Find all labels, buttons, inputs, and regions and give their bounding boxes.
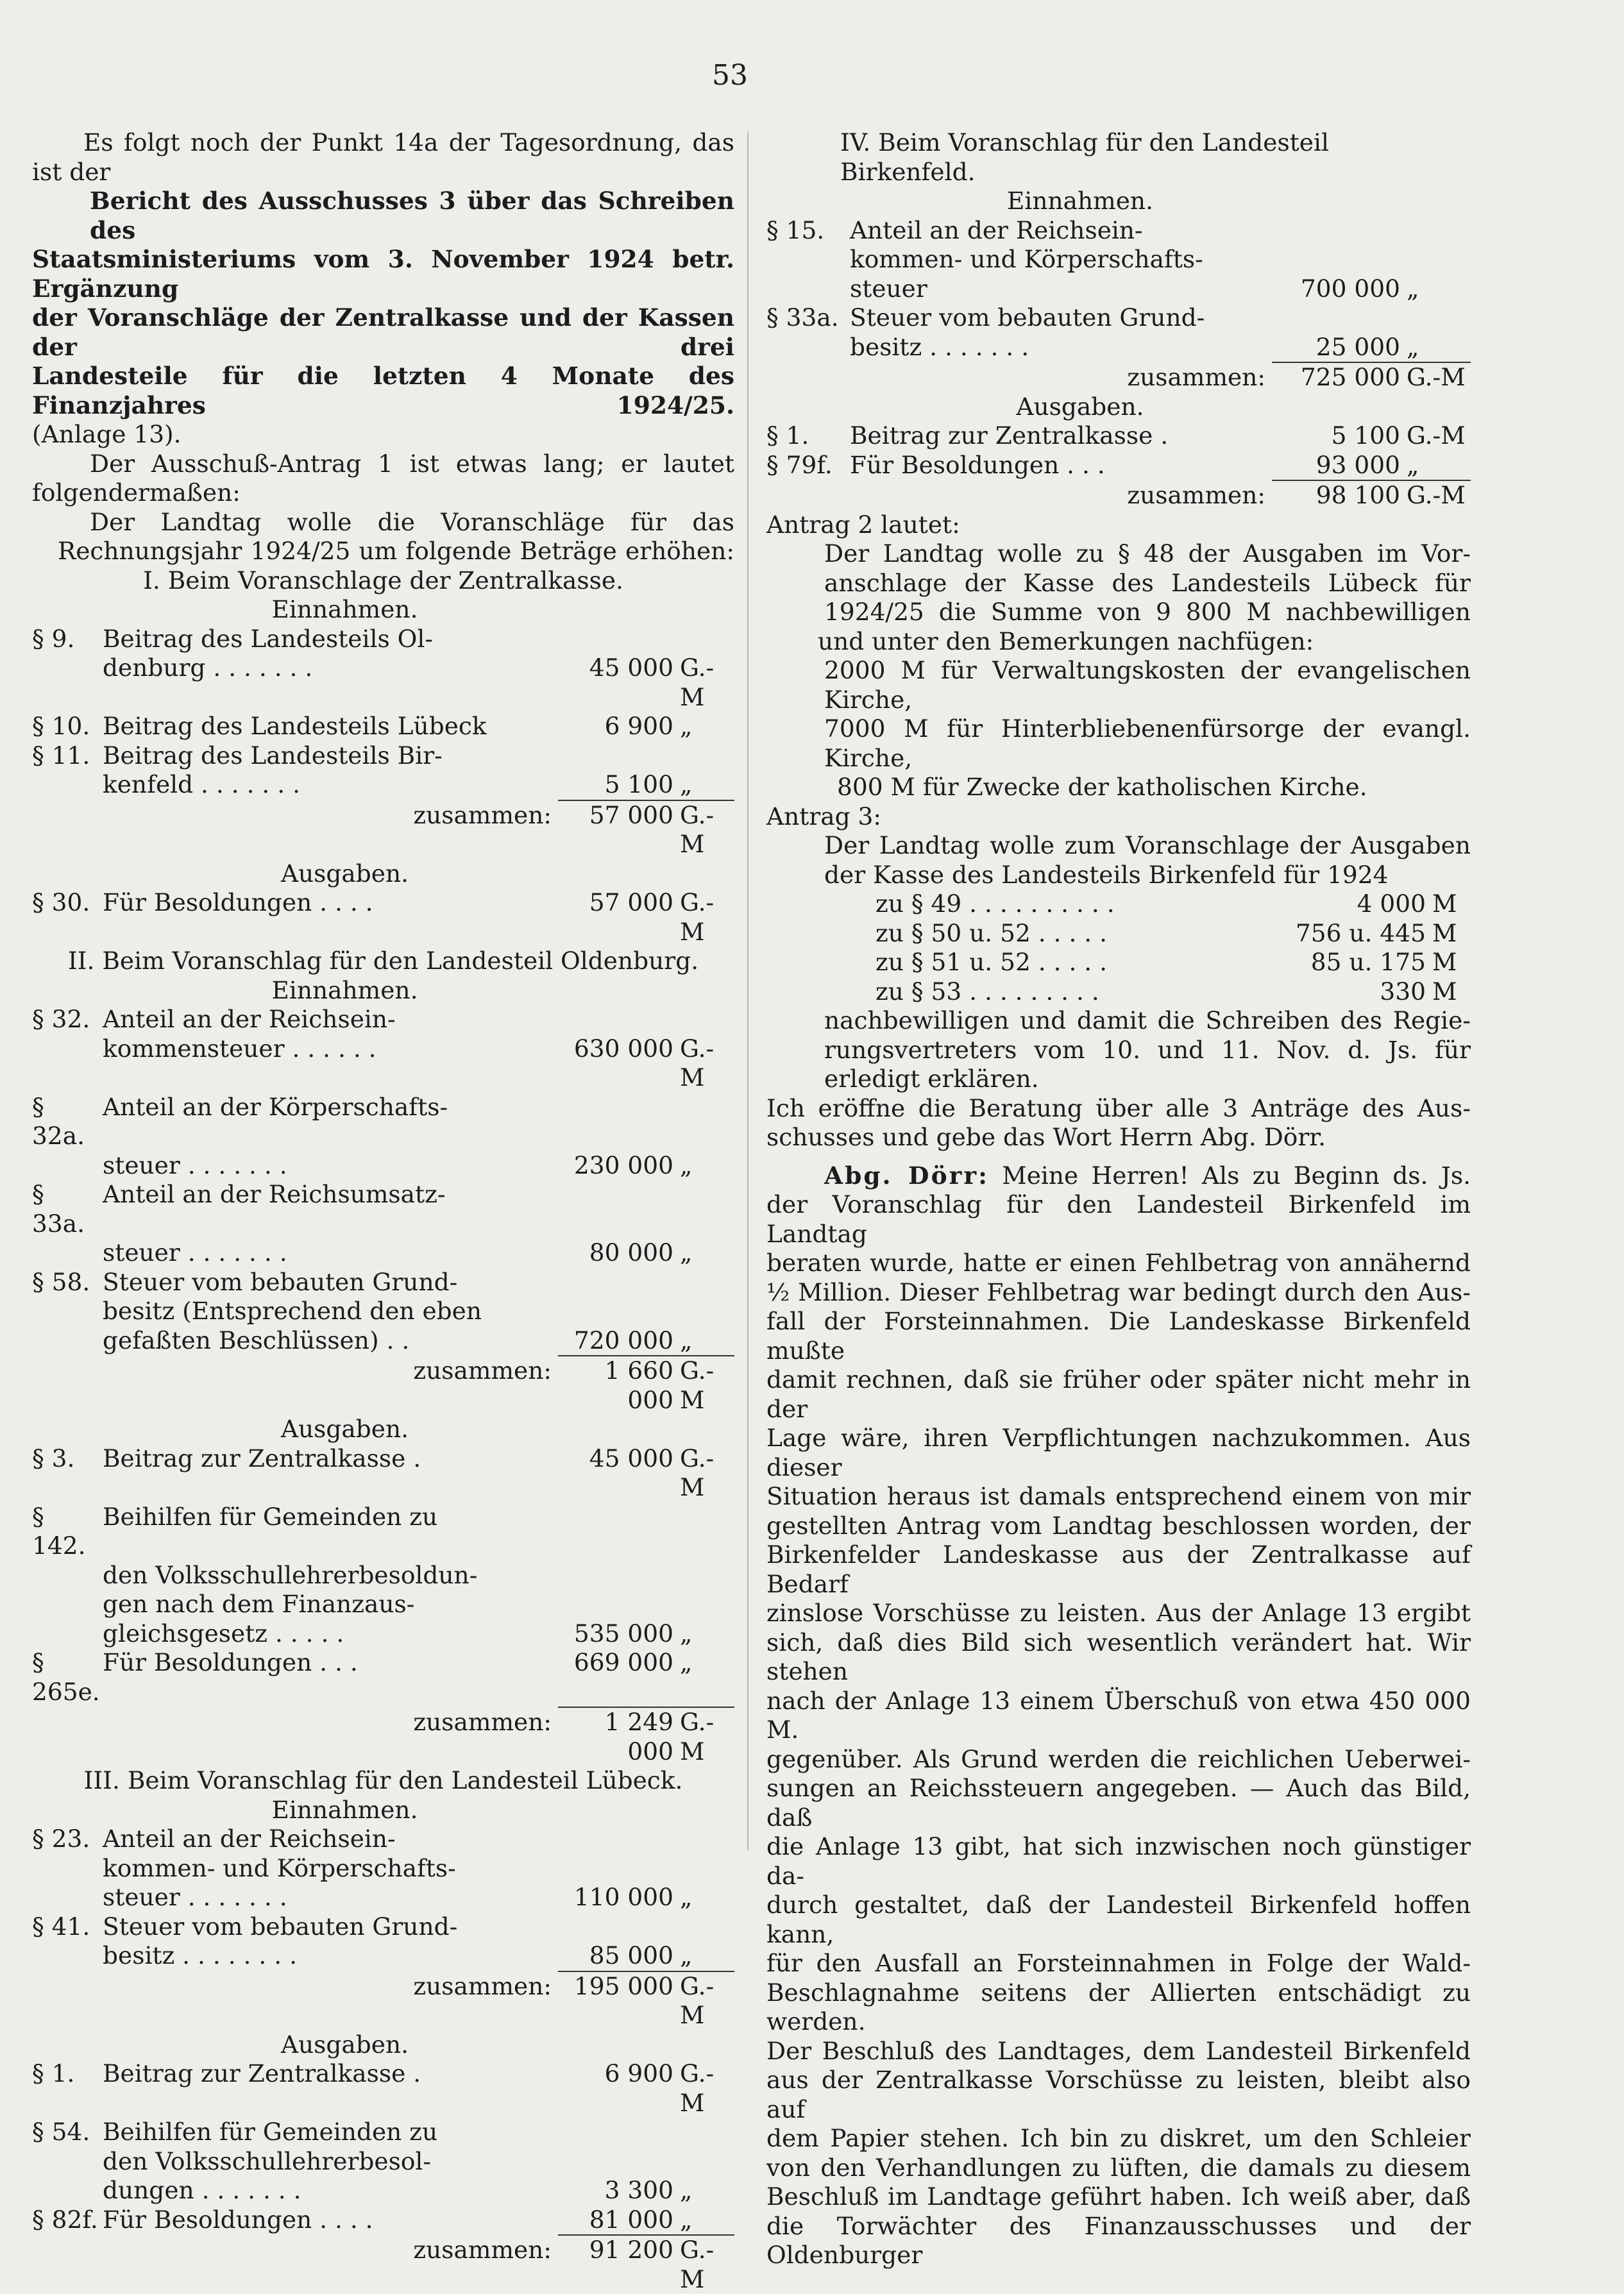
bericht-line: der Voranschläge der Zentralkasse und der Kassen der drei	[32, 303, 734, 361]
budget-row: gleichsgesetz . . . . . 535 000 „	[103, 1619, 693, 1648]
budget-row: kommen- und Körperschafts-	[850, 245, 1203, 273]
speech-line: durch gestaltet, daß der Landesteil Birkenfeld hoffen kann,	[766, 1891, 1471, 1948]
right-column	[766, 128, 1471, 2270]
budget-row: § 3. Beitrag zur Zentralkasse . 45 000 G.-M	[32, 1444, 715, 1501]
antrag-2-label: Antrag 2 lautet:	[766, 510, 960, 539]
speech-line: gegenüber. Als Grund werden die reichlichen Ueberwei-	[766, 1744, 1471, 1773]
budget-row: § 58. Steuer vom bebauten Grund-	[32, 1267, 458, 1296]
speech-line: sungen an Reichssteuern angegeben. — Auch das Bild, daß	[766, 1774, 1471, 1832]
speech-line: Birkenfelder Landeskasse aus der Zentralkasse auf Bedarf	[766, 1540, 1471, 1598]
ausgaben-heading: Ausgaben.	[280, 1415, 409, 1443]
bericht-line: Landesteile für die letzten 4 Monate des Finanzjahres 1924/25.	[32, 362, 734, 419]
budget-row: § 82f. Für Besoldungen . . . . 81 000 „	[32, 2205, 693, 2234]
einnahmen-heading: Einnahmen.	[1006, 187, 1153, 215]
speech-line: Beschlagnahme seitens der Allierten entschädigt zu werden.	[766, 1978, 1471, 2036]
total-row: zusammen: 195 000 G.-M	[32, 1971, 734, 2030]
budget-row: steuer 700 000 „	[850, 274, 1419, 303]
ausgaben-heading: Ausgaben.	[280, 2030, 409, 2059]
budget-row: besitz . . . . . . . 25 000 „	[850, 332, 1419, 361]
section-4-title: IV. Beim Voranschlag für den Landesteil Birkenfeld.	[840, 128, 1329, 186]
speech-line: beraten wurde, hatte er einen Fehlbetrag von annähernd	[766, 1249, 1471, 1277]
antrag-3-item: zu § 49 . . . . . . . . . . 4 000 M	[875, 890, 1457, 918]
budget-row: kommen- und Körperschafts-	[103, 1853, 456, 1882]
budget-row: § 15. Anteil an der Reichsein-	[766, 215, 1143, 244]
budget-row: den Volksschullehrerbesol-	[103, 2146, 432, 2175]
budget-row: § 142. Beihilfen für Gemeinden zu	[32, 1502, 438, 1560]
budget-row: steuer . . . . . . . 80 000 „	[103, 1238, 693, 1267]
antrag-2-item: 7000 M für Hinterbliebenenfürsorge der evangl. Kirche,	[824, 714, 1471, 772]
total-row: zusammen: 57 000 G.-M	[32, 800, 734, 859]
intro-line: ist der	[32, 157, 111, 186]
budget-row: gefaßten Beschlüssen) . . 720 000 „	[103, 1326, 693, 1354]
total-row: zusammen: 1 660 000 G.-M	[32, 1355, 734, 1415]
total-row: zusammen: 91 200 G.-M	[32, 2234, 734, 2294]
antrag-3-label: Antrag 3:	[766, 802, 882, 831]
speech-line: dem Papier stehen. Ich bin zu diskret, um den Schleier	[766, 2124, 1471, 2152]
budget-row: § 30. Für Besoldungen . . . . 57 000 G.-M	[32, 888, 715, 946]
speech-line: Situation heraus ist damals entsprechend einem von mir	[766, 1482, 1471, 1510]
motion-line: Rechnungsjahr 1924/25 um folgende Beträge erhöhen:	[58, 537, 734, 565]
budget-row: dungen . . . . . . . 3 300 „	[103, 2176, 693, 2204]
budget-row: § 54. Beihilfen für Gemeinden zu	[32, 2118, 438, 2146]
budget-row: steuer . . . . . . . 110 000 „	[103, 1883, 693, 1911]
speech-line: ½ Million. Dieser Fehlbetrag war bedingt durch den Aus-	[766, 1278, 1471, 1306]
bericht-title	[32, 187, 734, 420]
antrag-intro-line: Der Ausschuß-Antrag 1 ist etwas lang; er lautet	[90, 449, 734, 478]
budget-row: den Volksschullehrerbesoldun-	[103, 1560, 478, 1589]
speech-line: die Torwächter des Finanzausschusses und der Oldenburger	[766, 2211, 1471, 2269]
anlage-ref: (Anlage 13).	[32, 420, 182, 448]
section-3-title: III. Beim Voranschlag für den Landesteil Lübeck.	[83, 1766, 683, 1794]
speech-line: von den Verhandlungen zu lüften, die damals zu diesem	[766, 2153, 1471, 2182]
intro-line: Es folgt noch der Punkt 14a der Tagesordnung, das	[83, 128, 734, 156]
total-row: zusammen: 1 249 000 G.-M	[32, 1707, 734, 1766]
antrag-3-item: zu § 51 u. 52 . . . . . 85 u. 175 M	[875, 948, 1457, 976]
bericht-line: Bericht des Ausschusses 3 über das Schreiben des	[90, 187, 734, 244]
speech-line: Beschluß im Landtage geführt haben. Ich weiß aber, daß	[766, 2182, 1471, 2211]
bericht-line: Staatsministeriums vom 3. November 1924 betr. Ergänzung	[32, 245, 734, 303]
motion-line: Der Landtag wolle die Voranschläge für das	[90, 507, 734, 536]
budget-row: gen nach dem Finanzaus-	[103, 1590, 415, 1618]
budget-row: denburg . . . . . . . 45 000 G.-M	[103, 654, 715, 711]
speech-line: für den Ausfall an Forsteinnahmen in Folge der Wald-	[766, 1949, 1471, 1977]
antrag-2-line: 1924/25 die Summe von 9 800 M nachbewilligen	[824, 598, 1471, 626]
antrag-3-line: rungsvertreters vom 10. und 11. Nov. d. Js. für	[824, 1035, 1471, 1064]
budget-row: kenfeld . . . . . . . 5 100 „	[103, 770, 693, 798]
budget-row: § 32. Anteil an der Reichsein-	[32, 1005, 396, 1033]
antrag-3-line: nachbewilligen und damit die Schreiben des Regie-	[824, 1006, 1471, 1034]
speech-line: der Voranschlag für den Landesteil Birkenfeld im Landtag	[766, 1190, 1471, 1248]
budget-row: § 23. Anteil an der Reichsein-	[32, 1825, 396, 1853]
speech-line: Lage wäre, ihren Verpflichtungen nachzukommen. Aus dieser	[766, 1424, 1471, 1481]
page-number: 53	[712, 59, 748, 92]
antrag-3-line: Der Landtag wolle zum Voranschlage der Ausgaben	[824, 831, 1471, 859]
budget-row: § 79f. Für Besoldungen . . . 93 000 „	[766, 450, 1419, 479]
antrag-3-item: zu § 50 u. 52 . . . . . 756 u. 445 M	[875, 918, 1457, 947]
antrag-2-line: anschlage der Kasse des Landesteils Lübeck für	[824, 568, 1471, 597]
ausgaben-heading: Ausgaben.	[280, 859, 409, 888]
einnahmen-heading: Einnahmen.	[271, 1795, 418, 1824]
speech-line: aus der Zentralkasse Vorschüsse zu leisten, bleibt also auf	[766, 2066, 1471, 2123]
speech-line: nach der Anlage 13 einem Überschuß von etwa 450 000 M.	[766, 1686, 1471, 1744]
budget-row: § 41. Steuer vom bebauten Grund-	[32, 1912, 458, 1941]
budget-row: § 9. Beitrag des Landesteils Ol-	[32, 624, 434, 653]
budget-row: § 32a. Anteil an der Körperschafts-	[32, 1092, 448, 1150]
antrag-2-line: Der Landtag wolle zu § 48 der Ausgaben im Vor-	[824, 539, 1471, 568]
antrag-2-line: und unter den Bemerkungen nachfügen:	[818, 627, 1314, 655]
antrag-2-item: 2000 M für Verwaltungskosten der evangelischen Kirche,	[824, 656, 1471, 714]
speech-text: Meine Herren! Als zu Beginn ds. Js.	[1002, 1161, 1471, 1190]
budget-row: § 1. Beitrag zur Zentralkasse . 6 900 G.-M	[32, 2059, 715, 2117]
antrag-intro-line: folgendermaßen:	[32, 478, 241, 507]
speech-line: zinslose Vorschüsse zu leisten. Aus der Anlage 13 ergibt	[766, 1599, 1471, 1627]
total-row: zusammen: 98 100 G.-M	[766, 480, 1471, 510]
antrag-3-line: erledigt erklären.	[824, 1065, 1039, 1093]
antrag-3-line: der Kasse des Landesteils Birkenfeld für 1924	[824, 860, 1389, 889]
budget-row: besitz . . . . . . . . 85 000 „	[103, 1941, 693, 1969]
budget-row: § 10. Beitrag des Landesteils Lübeck 6 900 „	[32, 712, 693, 740]
einnahmen-heading: Einnahmen.	[271, 595, 418, 623]
section-2-title: II. Beim Voranschlag für den Landesteil Oldenburg.	[67, 947, 699, 975]
budget-row: besitz (Entsprechend den eben	[103, 1297, 482, 1325]
speaker-name: Abg. Dörr:	[824, 1161, 989, 1190]
left-column	[32, 128, 734, 2294]
einnahmen-heading: Einnahmen.	[271, 975, 418, 1004]
budget-row: § 33a. Steuer vom bebauten Grund-	[766, 303, 1205, 332]
budget-row: § 1. Beitrag zur Zentralkasse . 5 100 G.-M	[766, 421, 1466, 450]
section-1-title: I. Beim Voranschlage der Zentralkasse.	[143, 566, 623, 595]
speech-line: sich, daß dies Bild sich wesentlich verändert hat. Wir stehen	[766, 1628, 1471, 1685]
speech-line: die Anlage 13 gibt, hat sich inzwischen noch günstiger da-	[766, 1832, 1471, 1890]
budget-row: § 11. Beitrag des Landesteils Bir-	[32, 741, 443, 770]
speech-line: fall der Forsteinnahmen. Die Landeskasse Birkenfeld mußte	[766, 1307, 1471, 1365]
eroeffne-line: Ich eröffne die Beratung über alle 3 Anträge des Aus-	[766, 1093, 1471, 1122]
speech-line: damit rechnen, daß sie früher oder später nicht mehr in der	[766, 1365, 1471, 1423]
budget-row: § 265e. Für Besoldungen . . . 669 000 „	[32, 1648, 693, 1706]
budget-row: kommensteuer . . . . . . 630 000 G.-M	[103, 1034, 715, 1092]
column-divider	[747, 131, 749, 1850]
antrag-2-item: 800 M für Zwecke der katholischen Kirche.	[837, 773, 1367, 801]
speech-first-line	[766, 1161, 1471, 1191]
antrag-3-item: zu § 53 . . . . . . . . . 330 M	[875, 977, 1457, 1006]
budget-row: steuer . . . . . . . 230 000 „	[103, 1151, 693, 1179]
total-row: zusammen: 725 000 G.-M	[766, 362, 1471, 392]
budget-row: § 33a. Anteil an der Reichsumsatz-	[32, 1180, 446, 1238]
speech-line: Der Beschluß des Landtages, dem Landesteil Birkenfeld	[766, 2036, 1471, 2065]
speech-line: gestellten Antrag vom Landtag beschlossen worden, der	[766, 1511, 1471, 1540]
ausgaben-heading: Ausgaben.	[1016, 392, 1144, 421]
eroeffne-line: schusses und gebe das Wort Herrn Abg. Dörr.	[766, 1123, 1326, 1151]
